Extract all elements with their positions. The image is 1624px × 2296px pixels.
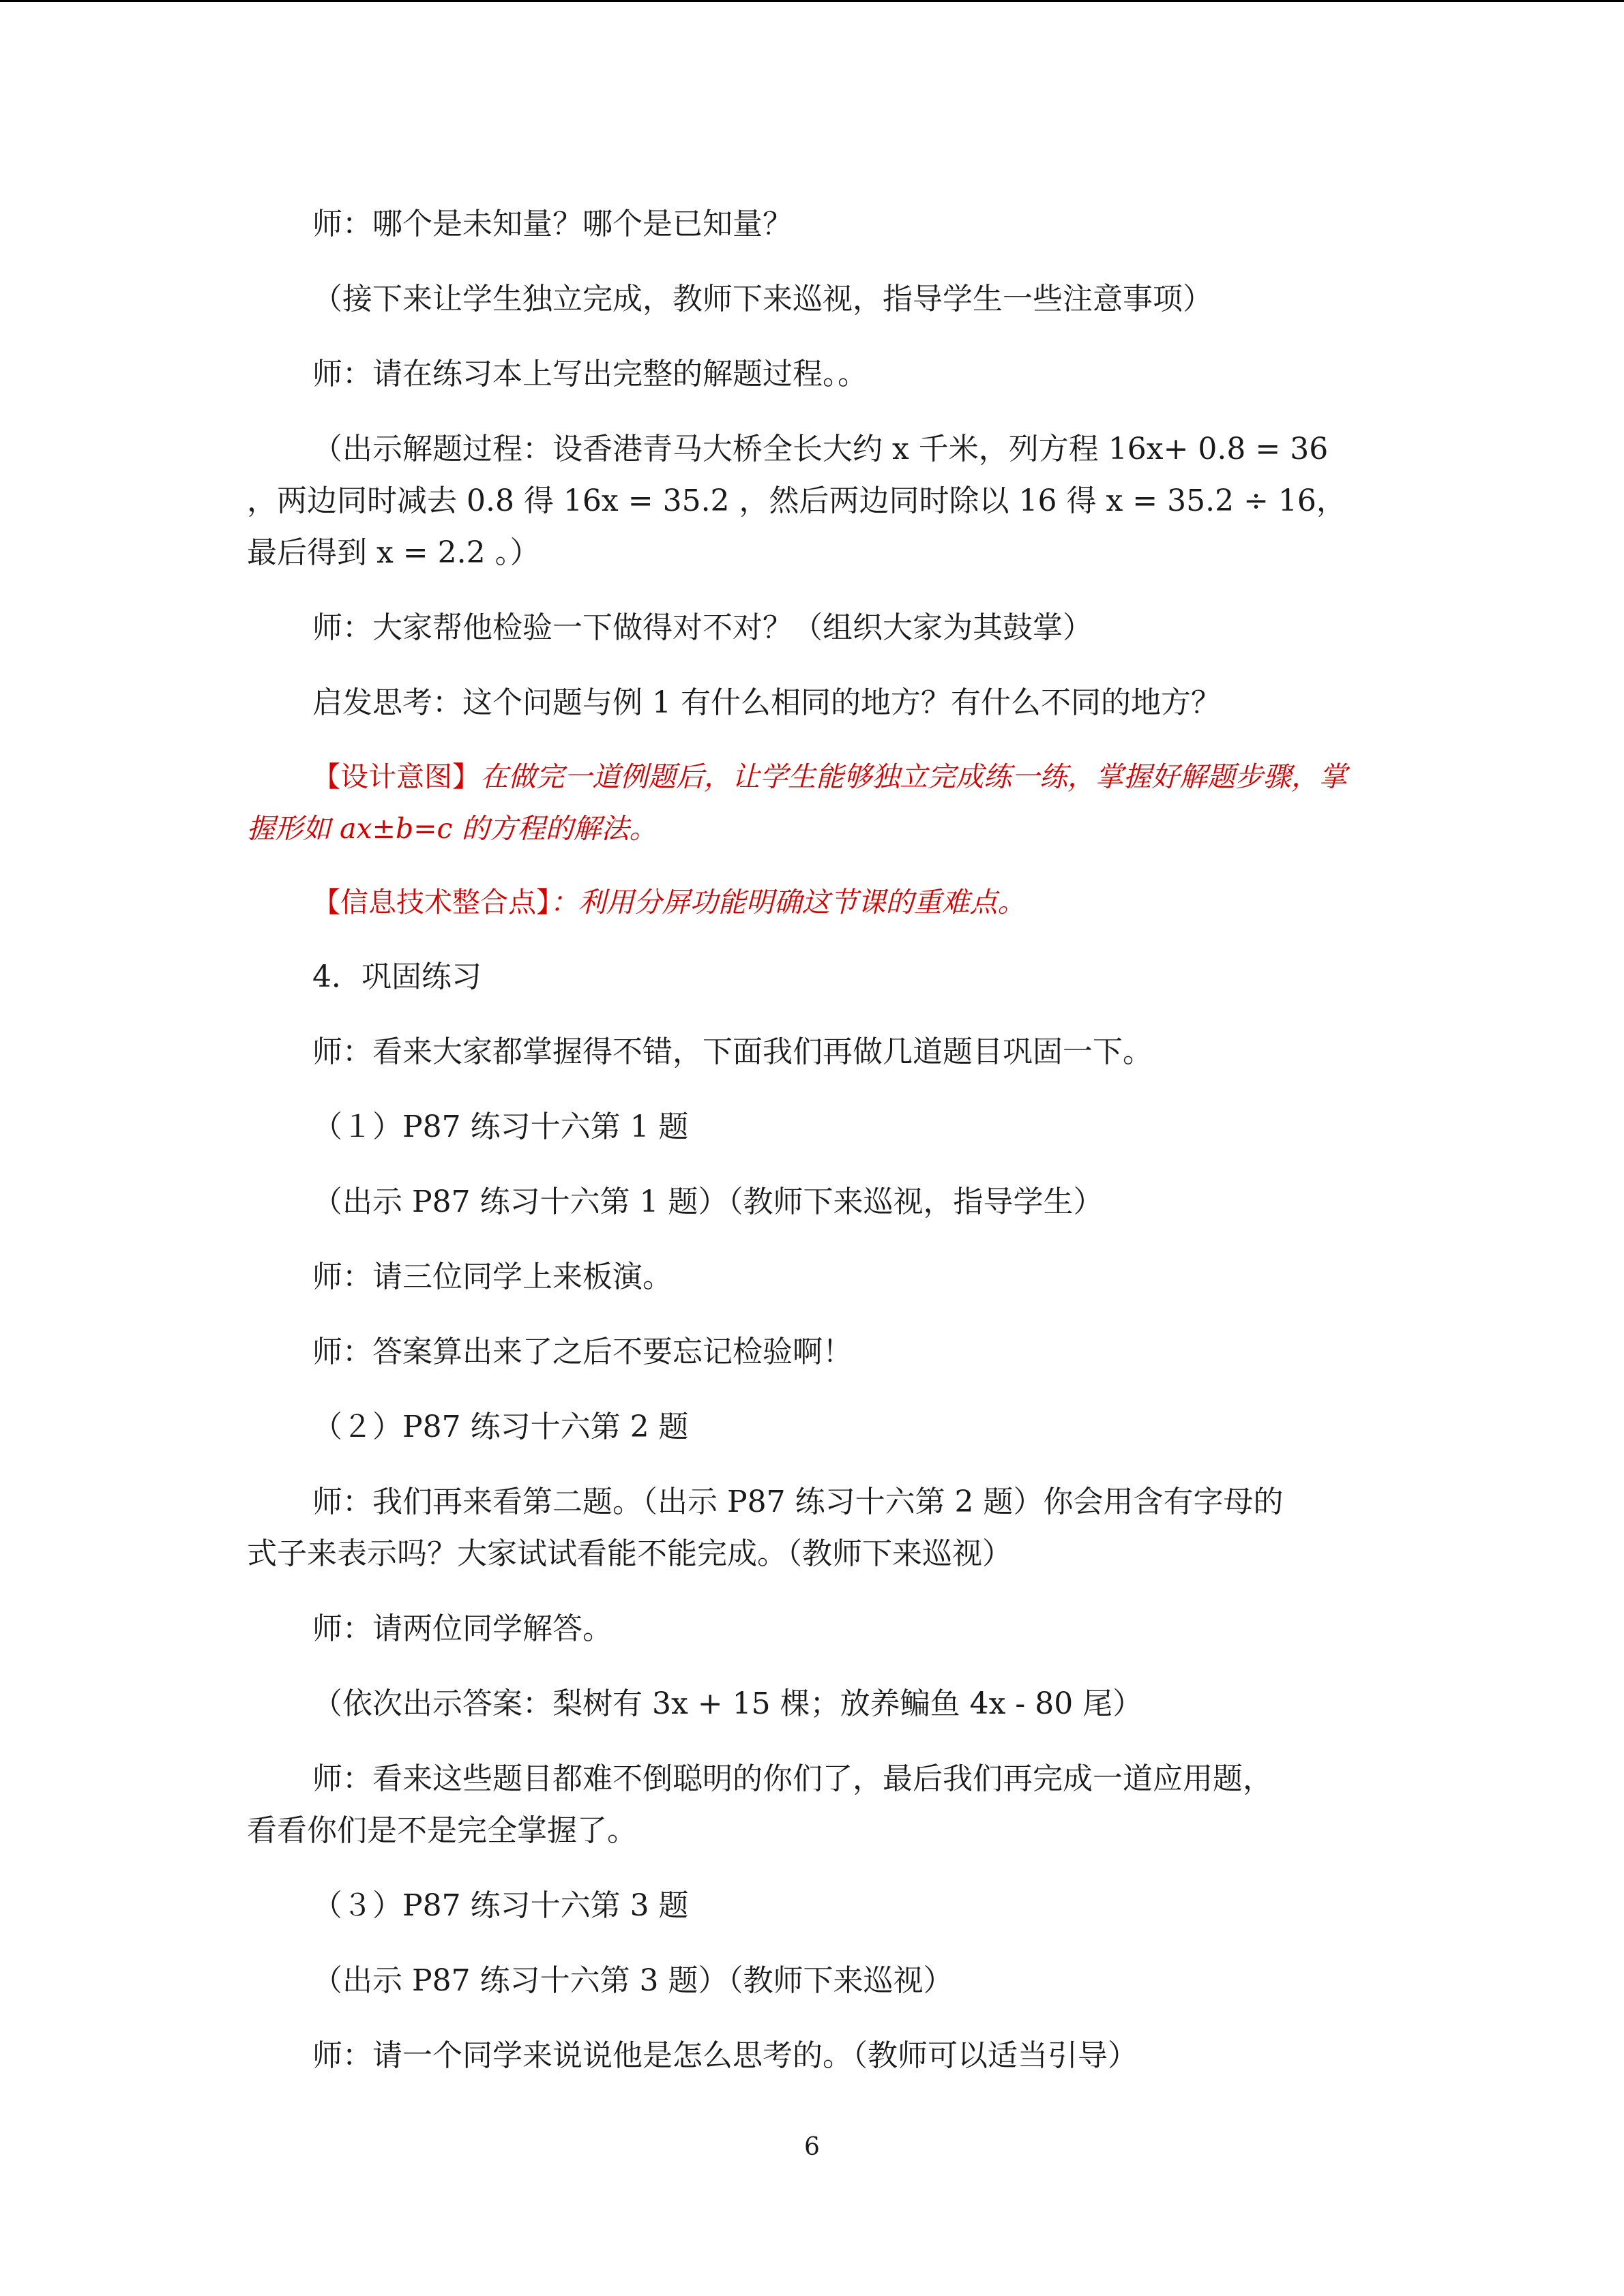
exercise-2-answer-request: 师：请两位同学解答。 bbox=[312, 1611, 612, 1646]
paragraph-solution-line-1: （出示解题过程：设香港青马大桥全长大约 x 千米，列方程 16x+ 0.8 = 36 bbox=[312, 432, 1329, 466]
exercise-2-answers: （依次出示答案：梨树有 3x + 15 棵；放养鳊鱼 4x - 80 尾） bbox=[312, 1686, 1143, 1721]
paragraph-final-line-2: 看看你们是不是完全掌握了。 bbox=[247, 1813, 637, 1848]
tech-integration-note bbox=[247, 876, 1445, 929]
exercise-1-board: 师：请三位同学上来板演。 bbox=[312, 1259, 673, 1294]
paragraph-final-line-1: 师：看来这些题目都难不倒聪明的你们了，最后我们再完成一道应用题， bbox=[312, 1761, 1273, 1796]
exercise-1-reminder: 师：答案算出来了之后不要忘记检验啊！ bbox=[312, 1335, 853, 1369]
exercise-2-title: （２）P87 练习十六第 2 题 bbox=[312, 1410, 689, 1444]
page-number: 6 bbox=[804, 2133, 820, 2161]
design-intent-text: 在做完一道例题后，让学生能够独立完成练一练，掌握好解题步骤，掌 bbox=[480, 760, 1347, 793]
paragraph-solution-line-2: ，两边同时减去 0.8 得 16x = 35.2 ，然后两边同时除以 16 得 x = 35.2 ÷ 16， bbox=[247, 483, 1346, 518]
tech-integration-label: 【信息技术整合点】 bbox=[312, 886, 550, 919]
exercise-3-show: （出示 P87 练习十六第 3 题）（教师下来巡视） bbox=[312, 1963, 954, 1998]
paragraph-check: 师：大家帮他检验一下做得对不对？（组织大家为其鼓掌） bbox=[312, 610, 1093, 645]
design-intent-label: 【设计意图】 bbox=[312, 760, 480, 793]
design-intent-line-1 bbox=[247, 750, 1445, 803]
paragraph-teacher-question: 师：哪个是未知量？哪个是已知量？ bbox=[312, 207, 793, 241]
exercise-2-line-1: 师：我们再来看第二题。（出示 P87 练习十六第 2 题）你会用含有字母的 bbox=[312, 1485, 1284, 1519]
exercise-2-line-2: 式子来表示吗？大家试试看能不能完成。（教师下来巡视） bbox=[247, 1536, 1012, 1571]
exercise-1-show: （出示 P87 练习十六第 1 题）（教师下来巡视，指导学生） bbox=[312, 1184, 1104, 1219]
document-page bbox=[247, 0, 1379, 2296]
design-intent-line-2: 握形如 ax±b=c 的方程的解法。 bbox=[247, 812, 658, 845]
paragraph-instruction: （接下来让学生独立完成，教师下来巡视，指导学生一些注意事项） bbox=[312, 282, 1213, 316]
paragraph-teacher-request: 师：请在练习本上写出完整的解题过程。。 bbox=[312, 357, 868, 391]
paragraph-solution-line-3: 最后得到 x = 2.2 。） bbox=[247, 535, 540, 570]
exercise-3-discussion: 师：请一个同学来说说他是怎么思考的。（教师可以适当引导） bbox=[312, 2038, 1138, 2073]
tech-integration-text: ：利用分屏功能明确这节课的重难点。 bbox=[550, 886, 1026, 919]
paragraph-inspire: 启发思考：这个问题与例 1 有什么相同的地方？有什么不同的地方？ bbox=[312, 685, 1221, 720]
exercise-1-title: （１）P87 练习十六第 1 题 bbox=[312, 1109, 689, 1144]
section-heading-consolidation: 4．巩固练习 bbox=[312, 959, 482, 994]
exercise-3-title: （３）P87 练习十六第 3 题 bbox=[312, 1888, 689, 1923]
paragraph-teacher-comment: 师：看来大家都掌握得不错，下面我们再做几道题目巩固一下。 bbox=[312, 1034, 1153, 1069]
